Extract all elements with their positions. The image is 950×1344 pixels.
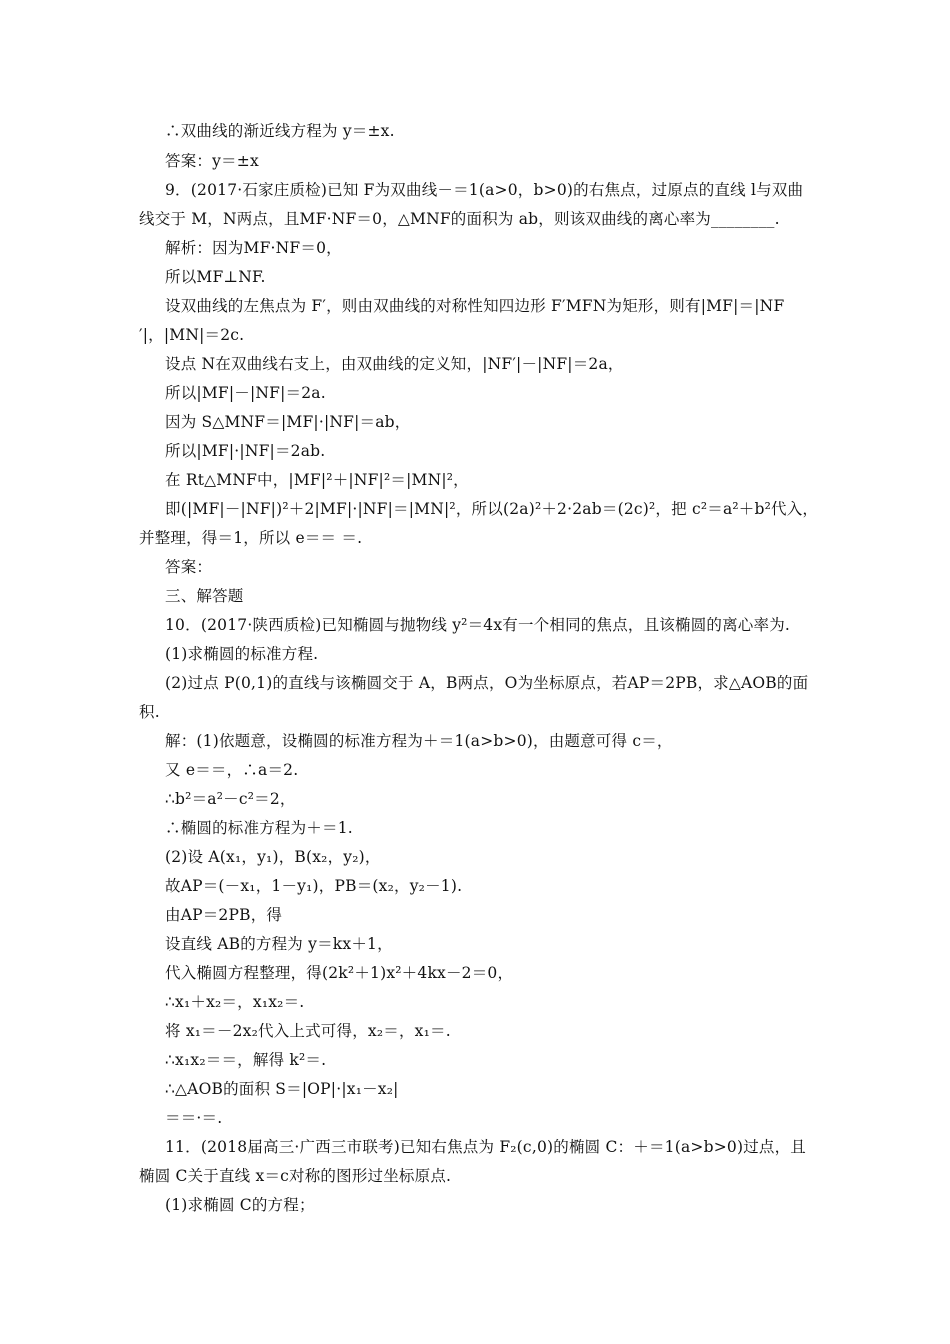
text-line-28: 由AP＝2PB，得 — [165, 906, 283, 924]
text-line-26: (2)设 A(x₁，y₁)，B(x₂，y₂)， — [165, 848, 381, 866]
text-line-12: 所以|MF|·|NF|＝2ab. — [165, 442, 326, 460]
text-line-35: ＝＝·＝. — [165, 1109, 223, 1127]
text-line-19: (1)求椭圆的标准方程. — [165, 645, 319, 663]
text-line-37: 椭圆 C关于直线 x＝c对称的图形过坐标原点. — [139, 1167, 452, 1185]
text-line-36: 11．(2018届高三·广西三市联考)已知右焦点为 F₂(c,0)的椭圆 C：＋＝1(a>b>0)过点，且 — [165, 1138, 806, 1156]
text-line-14: 即(|MF|－|NF|)²＋2|MF|·|NF|＝|MN|²，所以(2a)²＋2·2ab＝(2c)²，把 c²＝a²＋b²代入， — [165, 500, 819, 518]
text-line-30: 代入椭圆方程整理，得(2k²＋1)x²＋4kx－2＝0， — [165, 964, 514, 982]
text-line-5: 解析：因为MF·NF＝0， — [165, 239, 342, 257]
text-line-3: 9．(2017·石家庄质检)已知 F为双曲线－＝1(a>0，b>0)的右焦点，过原点的直线 l与双曲 — [165, 181, 804, 199]
text-line-31: ∴x₁＋x₂＝，x₁x₂＝. — [165, 993, 305, 1011]
text-line-27: 故AP＝(－x₁，1－y₁)，PB＝(x₂，y₂－1). — [165, 877, 463, 895]
text-line-10: 所以|MF|－|NF|＝2a. — [165, 384, 326, 402]
text-line-22: 解：(1)依题意，设椭圆的标准方程为＋＝1(a>b>0)，由题意可得 c＝， — [165, 732, 673, 750]
text-line-4: 线交于 M，N两点，且MF·NF＝0，△MNF的面积为 ab，则该双曲线的离心率为________. — [139, 210, 780, 228]
text-line-24: ∴b²＝a²－c²＝2， — [165, 790, 296, 808]
text-line-9: 设点 N在双曲线右支上，由双曲线的定义知，|NF′|－|NF|＝2a， — [165, 355, 624, 373]
text-line-33: ∴x₁x₂＝＝，解得 k²＝. — [165, 1051, 327, 1069]
text-line-1: ∴双曲线的渐近线方程为 y＝±x. — [165, 122, 395, 140]
text-line-21: 积. — [139, 703, 160, 721]
text-line-15: 并整理，得＝1，所以 e＝＝ ＝. — [139, 529, 363, 547]
text-line-25: ∴椭圆的标准方程为＋＝1. — [165, 819, 353, 837]
text-line-23: 又 e＝＝，∴a＝2. — [165, 761, 299, 779]
text-line-8: ′|，|MN|＝2c. — [139, 326, 245, 344]
text-line-11: 因为 S△MNF＝|MF|·|NF|＝ab， — [165, 413, 411, 431]
text-line-34: ∴△AOB的面积 S＝|OP|·|x₁－x₂| — [165, 1080, 399, 1098]
text-line-6: 所以MF⊥NF. — [165, 268, 266, 286]
text-line-20: (2)过点 P(0,1)的直线与该椭圆交于 A，B两点，O为坐标原点，若AP＝2PB，求△AOB的面 — [165, 674, 809, 692]
text-line-2: 答案：y＝±x — [165, 152, 259, 170]
section-heading: 三、解答题 — [165, 587, 244, 605]
text-line-18: 10．(2017·陕西质检)已知椭圆与抛物线 y²＝4x有一个相同的焦点，且该椭圆的离心率为. — [165, 616, 791, 634]
text-line-16: 答案： — [165, 558, 213, 576]
text-line-38: (1)求椭圆 C的方程； — [165, 1196, 315, 1214]
text-line-13: 在 Rt△MNF中，|MF|²＋|NF|²＝|MN|²， — [165, 471, 469, 489]
text-line-32: 将 x₁＝－2x₂代入上式可得，x₂＝，x₁＝. — [165, 1022, 451, 1040]
text-line-29: 设直线 AB的方程为 y＝kx＋1， — [165, 935, 393, 953]
text-line-7: 设双曲线的左焦点为 F′，则由双曲线的对称性知四边形 F′MFN为矩形，则有|MF|＝|NF — [165, 297, 785, 315]
